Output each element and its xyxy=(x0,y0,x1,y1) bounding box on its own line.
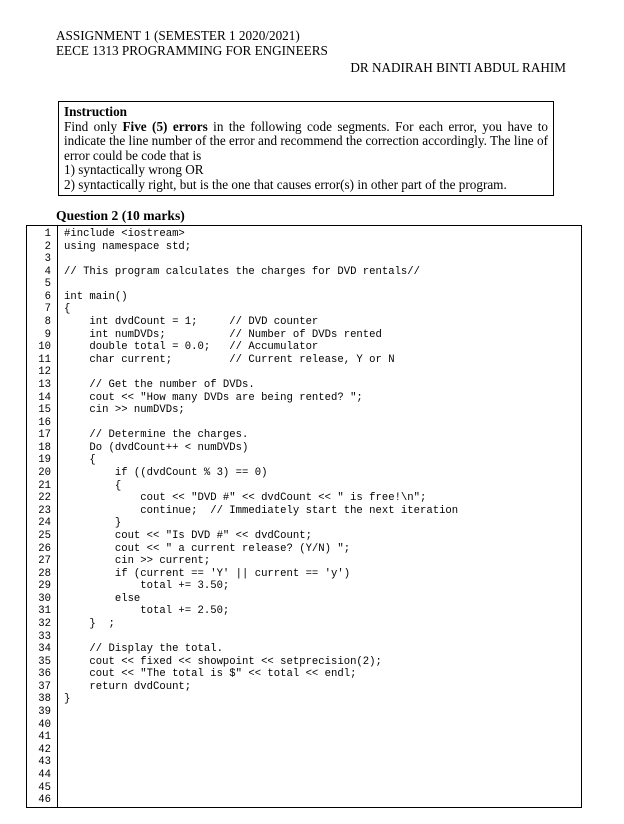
line-number: 18 xyxy=(38,441,51,454)
line-number: 3 xyxy=(44,253,51,266)
line-number: 7 xyxy=(44,303,51,316)
line-number: 32 xyxy=(38,617,51,630)
line-number: 6 xyxy=(44,290,51,303)
code-line: // Display the total. xyxy=(64,643,223,656)
code-line: total += 2.50; xyxy=(64,605,230,618)
instruction-title: Instruction xyxy=(64,104,128,119)
code-line: int main() xyxy=(64,290,128,303)
code-line: cout << "The total is $" << total << endl; xyxy=(64,668,357,681)
code-line: double total = 0.0; // Accumulator xyxy=(64,341,319,354)
line-number: 23 xyxy=(38,504,51,517)
line-number: 8 xyxy=(44,316,51,329)
code-line: } xyxy=(64,693,71,706)
line-number: 26 xyxy=(38,542,51,555)
line-number: 14 xyxy=(38,391,51,404)
line-number: 21 xyxy=(38,479,51,492)
line-number: 42 xyxy=(38,743,51,756)
code-line: cout << " a current release? (Y/N) "; xyxy=(64,542,351,555)
code-line: } xyxy=(64,517,122,530)
code-line: cin >> current; xyxy=(64,555,211,568)
line-number: 36 xyxy=(38,668,51,681)
line-number: 37 xyxy=(38,680,51,693)
line-number: 10 xyxy=(38,341,51,354)
code-body xyxy=(64,226,581,807)
line-number-gutter xyxy=(27,226,58,807)
code-line: total += 3.50; xyxy=(64,580,230,593)
code-line: cout << "DVD #" << dvdCount << " is free!\n"; xyxy=(64,492,427,505)
code-line: cout << "Is DVD #" << dvdCount; xyxy=(64,529,312,542)
line-number: 20 xyxy=(38,467,51,480)
code-line: cin >> numDVDs; xyxy=(64,404,185,417)
instruction-text xyxy=(64,120,548,164)
line-number: 34 xyxy=(38,643,51,656)
lecturer-name: DR NADIRAH BINTI ABDUL RAHIM xyxy=(350,60,566,75)
code-line: cout << fixed << showpoint << setprecision(2); xyxy=(64,655,382,668)
line-number: 35 xyxy=(38,655,51,668)
line-number: 5 xyxy=(44,278,51,291)
line-number: 1 xyxy=(44,228,51,240)
code-line: #include <iostream> xyxy=(64,228,185,240)
instruction-text-before: Find only xyxy=(64,118,123,134)
code-line: // Determine the charges. xyxy=(64,429,249,442)
question-title: Question 2 (10 marks) xyxy=(56,208,185,223)
line-number: 31 xyxy=(38,605,51,618)
line-number: 33 xyxy=(38,630,51,643)
code-line: Do (dvdCount++ < numDVDs) xyxy=(64,441,249,454)
document-header xyxy=(56,28,566,75)
code-line: continue; // Immediately start the next iteration xyxy=(64,504,459,517)
line-number: 25 xyxy=(38,529,51,542)
course-title: EECE 1313 PROGRAMMING FOR ENGINEERS xyxy=(56,43,328,58)
instruction-item-1: 1) syntactically wrong OR xyxy=(64,162,204,178)
code-line: else xyxy=(64,592,141,605)
code-line: // Get the number of DVDs. xyxy=(64,378,255,391)
line-number: 43 xyxy=(38,756,51,769)
line-number: 9 xyxy=(44,328,51,341)
line-number: 24 xyxy=(38,517,51,530)
line-number: 22 xyxy=(38,492,51,505)
code-listing xyxy=(26,225,582,808)
line-number: 16 xyxy=(38,416,51,429)
line-number: 4 xyxy=(44,265,51,278)
code-line: return dvdCount; xyxy=(64,680,192,693)
line-number: 13 xyxy=(38,378,51,391)
code-line: } ; xyxy=(64,617,115,630)
code-line: { xyxy=(64,454,96,467)
line-number: 39 xyxy=(38,706,51,719)
line-number: 40 xyxy=(38,718,51,731)
code-line: if ((dvdCount % 3) == 0) xyxy=(64,467,268,480)
assignment-title: ASSIGNMENT 1 (SEMESTER 1 2020/2021) xyxy=(56,28,300,43)
line-number: 27 xyxy=(38,555,51,568)
line-number: 41 xyxy=(38,731,51,744)
line-number: 15 xyxy=(38,404,51,417)
line-number: 12 xyxy=(38,366,51,379)
line-number: 29 xyxy=(38,580,51,593)
line-number: 46 xyxy=(38,794,51,807)
line-number: 11 xyxy=(38,353,51,366)
instruction-box xyxy=(58,101,554,196)
line-number: 44 xyxy=(38,768,51,781)
code-line: { xyxy=(64,479,122,492)
line-number: 17 xyxy=(38,429,51,442)
code-line: // This program calculates the charges for DVD rentals// xyxy=(64,265,421,278)
line-number: 30 xyxy=(38,592,51,605)
line-number: 45 xyxy=(38,781,51,794)
code-line: { xyxy=(64,303,71,316)
line-number: 28 xyxy=(38,567,51,580)
line-number: 19 xyxy=(38,454,51,467)
code-line: int dvdCount = 1; // DVD counter xyxy=(64,316,319,329)
code-line: int numDVDs; // Number of DVDs rented xyxy=(64,328,382,341)
code-line: if (current == 'Y' || current == 'y') xyxy=(64,567,351,580)
line-number: 2 xyxy=(44,240,51,253)
code-line: char current; // Current release, Y or N xyxy=(64,353,395,366)
instruction-item-2: 2) syntactically right, but is the one that causes error(s) in other part of the program. xyxy=(64,176,507,192)
instruction-text-after: in the following code segments. For each error, you have to indicate the line number of the error and recommend the correction accordingly. The line of error could be code that is xyxy=(64,118,549,163)
line-number: 38 xyxy=(38,693,51,706)
code-line: cout << "How many DVDs are being rented? "; xyxy=(64,391,363,404)
instruction-text-bold: Five (5) errors xyxy=(122,118,208,134)
code-line: using namespace std; xyxy=(64,240,192,253)
